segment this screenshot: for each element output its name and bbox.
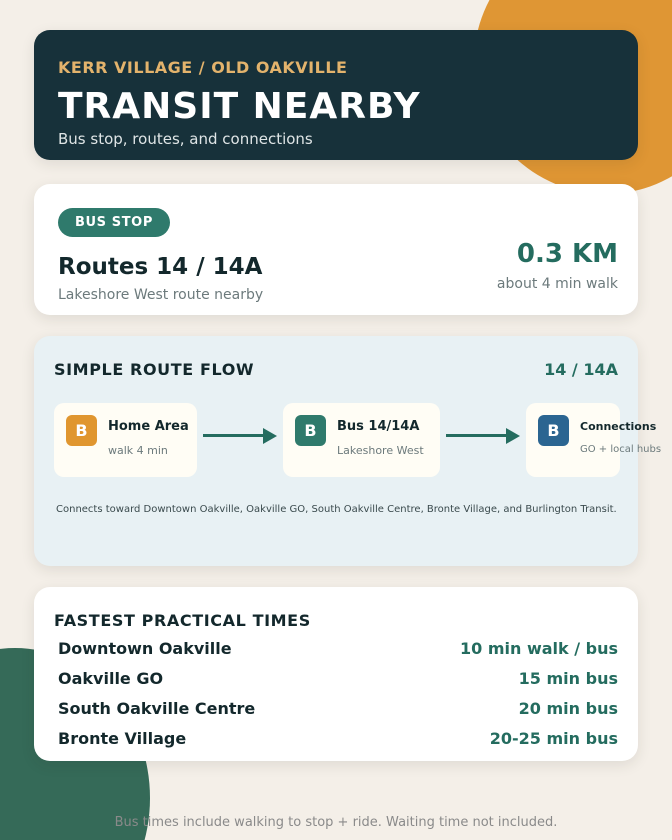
connections-note: Connects toward Downtown Oakville, Oakville GO, South Oakville Centre, Bronte Village, and Burlington Transit. bbox=[56, 504, 617, 515]
destination-name: Downtown Oakville bbox=[58, 639, 232, 658]
route-flow-routes: 14 / 14A bbox=[544, 360, 618, 379]
flow-node-connections bbox=[526, 403, 662, 477]
destination-name: South Oakville Centre bbox=[58, 699, 256, 718]
travel-time-row bbox=[58, 699, 618, 723]
route-flow-title: SIMPLE ROUTE FLOW bbox=[54, 360, 255, 379]
bus-stop-card bbox=[34, 184, 638, 315]
flow-node-sub: Lakeshore West bbox=[337, 444, 424, 457]
routes-title: Routes 14 / 14A bbox=[58, 254, 263, 280]
travel-time-value: 10 min walk / bus bbox=[459, 639, 618, 658]
destination-name: Oakville GO bbox=[58, 669, 164, 688]
travel-times-title: FASTEST PRACTICAL TIMES bbox=[54, 611, 311, 630]
bus-stop-icon: B bbox=[66, 415, 97, 446]
destination-name: Bronte Village bbox=[58, 729, 187, 748]
walk-time: about 4 min walk bbox=[496, 276, 618, 292]
page-title: TRANSIT NEARBY bbox=[58, 86, 421, 127]
distance-value: 0.3 KM bbox=[516, 239, 618, 269]
connection-hub-icon: B bbox=[538, 415, 569, 446]
travel-time-value: 20 min bus bbox=[518, 699, 618, 718]
bus-stop-badge: BUS STOP bbox=[58, 208, 170, 237]
arrow-right-icon bbox=[203, 433, 277, 439]
flow-node-label: Home Area bbox=[108, 419, 189, 434]
flow-node-bus bbox=[283, 403, 440, 477]
travel-time-row bbox=[58, 669, 618, 693]
flow-node-label: Connections bbox=[580, 420, 657, 433]
page-subtitle: Bus stop, routes, and connections bbox=[58, 130, 313, 148]
travel-times-card bbox=[34, 587, 638, 761]
footnote: Bus times include walking to stop + ride. Waiting time not included. bbox=[114, 815, 558, 830]
flow-node-home bbox=[54, 403, 197, 477]
header-card bbox=[34, 30, 638, 160]
travel-time-value: 20-25 min bus bbox=[489, 729, 618, 748]
travel-time-value: 15 min bus bbox=[518, 669, 618, 688]
travel-time-row bbox=[58, 639, 618, 663]
location-eyebrow: KERR VILLAGE / OLD OAKVILLE bbox=[58, 58, 348, 77]
bus-icon: B bbox=[295, 415, 326, 446]
travel-time-row bbox=[58, 729, 618, 753]
route-flow-card bbox=[34, 336, 662, 566]
flow-node-label: Bus 14/14A bbox=[337, 419, 420, 434]
routes-subtitle: Lakeshore West route nearby bbox=[58, 287, 264, 303]
flow-node-sub: GO + local hubs bbox=[580, 444, 662, 455]
flow-node-sub: walk 4 min bbox=[108, 444, 168, 457]
arrow-right-icon bbox=[446, 433, 520, 439]
